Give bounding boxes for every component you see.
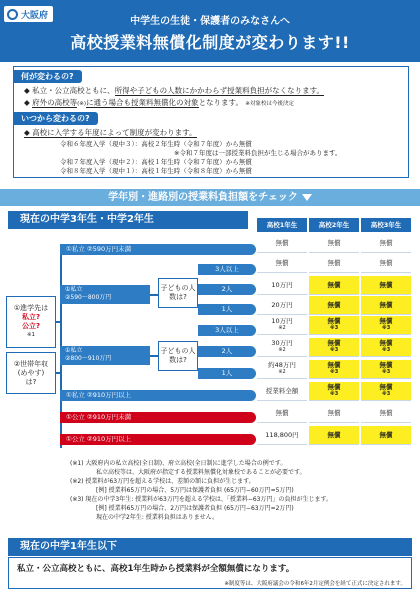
table-cell-year2 bbox=[309, 316, 359, 335]
table-cell-year1 bbox=[257, 338, 307, 357]
table-cell-year2 bbox=[309, 276, 359, 295]
info-line-2 bbox=[24, 98, 294, 109]
cell-value: 無償 bbox=[327, 361, 341, 369]
cell-value: 無償 bbox=[379, 361, 393, 369]
cell-note: ※3 bbox=[381, 391, 391, 397]
col-header-year1: 高校1年生 bbox=[257, 218, 307, 232]
cell-value: 約48万円 bbox=[268, 361, 296, 369]
col-header-year2: 高校2年生 bbox=[309, 218, 359, 232]
cell-note: ※2 bbox=[278, 347, 286, 353]
what-changes-label: 何が変わるの? bbox=[13, 70, 82, 83]
route-private-590-800 bbox=[60, 285, 150, 304]
table-cell-year3 bbox=[361, 276, 411, 295]
info-line-3-text: ◆ 高校に入学する年度によって制度が変わります。 bbox=[24, 128, 197, 137]
branch-line-q1 bbox=[56, 321, 61, 323]
note-1b: 私立高校等は、大阪府が指定する授業料無償化対象校であることが必要です。 bbox=[96, 469, 306, 476]
cell-note: ※3 bbox=[381, 369, 391, 375]
arrow-down-icon bbox=[302, 194, 312, 201]
cell-note: ※2 bbox=[278, 369, 286, 375]
section2-note: ※制度等は、大阪府議会の令和6年2月定例会を経て正式に決定されます。 bbox=[224, 581, 406, 587]
cell-value: 無償 bbox=[327, 383, 341, 391]
col-header-year3: 高校3年生 bbox=[361, 218, 411, 232]
route-private-under590: ①私立 ②590万円未満 bbox=[60, 244, 256, 255]
table-row bbox=[257, 338, 411, 358]
table-cell-year2 bbox=[309, 254, 359, 273]
table-cell-year3 bbox=[361, 296, 411, 315]
section2-box bbox=[8, 557, 412, 589]
cell-note: ※3 bbox=[329, 369, 339, 375]
table-cell-year3 bbox=[361, 360, 411, 379]
cell-value: 無償 bbox=[379, 430, 393, 439]
children-2-b: 2人 bbox=[198, 346, 256, 357]
when-changes-label: いつから変わるの? bbox=[13, 112, 98, 125]
info-line-2-tail: となります。 bbox=[198, 98, 243, 107]
table-cell-year2 bbox=[309, 338, 359, 357]
section2-title: 現在の中学1年生以下 bbox=[8, 538, 412, 556]
cell-value: 無償 bbox=[327, 238, 341, 247]
cell-value: 無償 bbox=[275, 258, 289, 267]
table-cell-year2 bbox=[309, 360, 359, 379]
info-line-1-emphasis: 所得や子どもの人数にかかわらず授業料負担がなくなります。 bbox=[114, 86, 325, 95]
branch-line-q2 bbox=[56, 372, 61, 374]
q-school-note: ※1 bbox=[26, 332, 36, 338]
table-cell-year3 bbox=[361, 426, 411, 445]
cell-value: 無償 bbox=[379, 383, 393, 391]
cell-note: ※3 bbox=[381, 325, 391, 331]
table-cell-year1 bbox=[257, 234, 307, 253]
q-income-line1: ②世帯年収 bbox=[13, 359, 49, 368]
cell-value: 30万円 bbox=[271, 339, 293, 347]
cell-value: 無償 bbox=[275, 238, 289, 247]
q-school-line2: 私立? bbox=[21, 313, 41, 321]
route-590-800-b: ②590〜800万円 bbox=[65, 294, 112, 301]
table-cell-year3 bbox=[361, 404, 411, 423]
route-800-910-b: ②800〜910万円 bbox=[65, 355, 112, 362]
section1-title: 現在の中学3年生・中学2年生 bbox=[8, 211, 248, 229]
notes bbox=[70, 459, 332, 522]
q-school-line3: 公立? bbox=[21, 322, 41, 330]
table-cell-year2 bbox=[309, 296, 359, 315]
route-590-800-a: ①私立 bbox=[65, 286, 83, 293]
section2-main: 私立・公立高校ともに、高校1年生時から授業料が全額無償になります。 bbox=[17, 564, 295, 574]
info-line-1 bbox=[24, 86, 324, 96]
note-3b: [例] 授業料65万円の場合、2万円は保護者負担 (65万円−63万円=2万円) bbox=[96, 505, 294, 512]
cell-value: 無償 bbox=[327, 408, 341, 417]
cell-note: ※3 bbox=[329, 391, 339, 397]
q-income-line3: は? bbox=[25, 377, 37, 386]
info-line-1-text: ◆ 私立・公立高校ともに、 bbox=[24, 86, 115, 95]
table-cell-year3 bbox=[361, 338, 411, 357]
table-cell-year2 bbox=[309, 426, 359, 445]
table-cell-year3 bbox=[361, 234, 411, 253]
cell-value: 無償 bbox=[379, 339, 393, 347]
route-800-910-a: ①私立 bbox=[65, 347, 83, 354]
question-school-type bbox=[6, 296, 56, 348]
schedule-3: 令和８年度入学（現中１）：高校１年生時（令和８年度）から無償 bbox=[60, 167, 252, 175]
info-line-2-note: ※対象校は今後決定 bbox=[245, 101, 294, 107]
cell-value: 無償 bbox=[327, 280, 341, 289]
table-cell-year3 bbox=[361, 382, 411, 401]
note-1a: (※1) 大阪府内の私立高校(全日制)、府立高校(全日制)に進学した場合の例です。 bbox=[70, 460, 287, 467]
table-row bbox=[257, 404, 411, 424]
cell-note: ※3 bbox=[329, 325, 339, 331]
table-cell-year1 bbox=[257, 296, 307, 315]
route-private-over910: ①私立 ②910万円以上 bbox=[60, 390, 256, 401]
table-cell-year1 bbox=[257, 316, 307, 335]
cell-value: 10万円 bbox=[271, 280, 293, 289]
cell-value: 無償 bbox=[379, 238, 393, 247]
cell-value: 無償 bbox=[327, 300, 341, 309]
note-3c: 現在の中学2年生: 授業料負担はありません。 bbox=[96, 514, 219, 521]
cell-value: 授業料全額 bbox=[265, 386, 299, 395]
route-public-under910: ①公立 ②910万円未満 bbox=[60, 412, 256, 423]
cell-value: 無償 bbox=[327, 339, 341, 347]
children-2-a: 2人 bbox=[198, 284, 256, 295]
table-cell-year1 bbox=[257, 276, 307, 295]
info-line-2-ref: (※) bbox=[77, 101, 87, 107]
info-line-2-emphasis-b: に通う場合も授業料無償化の対象 bbox=[86, 98, 199, 107]
cell-value: 20万円 bbox=[271, 300, 293, 309]
table-row bbox=[257, 276, 411, 296]
schedule-2: 令和７年度入学（現中２）：高校１年生時（令和７年度）から無償 bbox=[60, 158, 252, 166]
schedule-1: 令和６年度入学（現中３）：高校２年生時（令和７年度）から無償 bbox=[60, 140, 252, 148]
check-banner bbox=[0, 189, 420, 206]
table-cell-year1 bbox=[257, 382, 307, 401]
children-3plus-a: 3人以上 bbox=[198, 264, 256, 275]
table-row bbox=[257, 316, 411, 336]
info-line-3 bbox=[24, 128, 197, 138]
question-children-b: 子どもの人数は? bbox=[158, 341, 198, 371]
note-2a: (※2) 授業料が63万円を超える学校は、差額の額に負担が生じます。 bbox=[70, 478, 255, 485]
page-title: 高校授業料無償化制度が変わります!! bbox=[70, 33, 350, 52]
info-line-2-emphasis-a: 府外の高校等 bbox=[32, 98, 78, 107]
page-subtitle: 中学生の生徒・保護者のみなさんへ bbox=[130, 16, 290, 27]
cell-note: ※3 bbox=[329, 347, 339, 353]
q-income-line2: (めやす) bbox=[17, 368, 45, 377]
table-cell-year3 bbox=[361, 254, 411, 273]
cell-value: 無償 bbox=[275, 408, 289, 417]
cell-note: ※3 bbox=[381, 347, 391, 353]
question-income bbox=[6, 352, 56, 394]
cell-value: 無償 bbox=[327, 430, 341, 439]
connector-children-a bbox=[150, 294, 158, 296]
table-cell-year1 bbox=[257, 360, 307, 379]
children-3plus-b: 3人以上 bbox=[198, 325, 256, 336]
table-cell-year2 bbox=[309, 404, 359, 423]
info-box bbox=[13, 66, 409, 178]
cell-value: 無償 bbox=[327, 258, 341, 267]
cell-note: ※2 bbox=[278, 325, 286, 331]
q-school-line1: ①進学先は bbox=[13, 304, 49, 312]
table-row bbox=[257, 360, 411, 380]
connector-children-b bbox=[150, 355, 158, 357]
table-row bbox=[257, 426, 411, 446]
table-cell-year2 bbox=[309, 234, 359, 253]
question-children-a: 子どもの人数は? bbox=[158, 278, 198, 308]
cell-value: 無償 bbox=[379, 300, 393, 309]
route-public-over910: ①公立 ②910万円以上 bbox=[60, 434, 256, 445]
note-2b: [例] 授業料65万円の場合、5万円は保護者負担 (65万円−60万円=5万円) bbox=[96, 487, 294, 494]
cell-value: 無償 bbox=[379, 258, 393, 267]
table-cell-year2 bbox=[309, 382, 359, 401]
table-cell-year1 bbox=[257, 426, 307, 445]
table-row bbox=[257, 296, 411, 316]
cell-value: 118,800円 bbox=[265, 430, 299, 439]
cell-value: 無償 bbox=[379, 280, 393, 289]
children-1-a: 1人 bbox=[198, 304, 256, 315]
cell-value: 10万円 bbox=[271, 317, 293, 325]
cell-value: 無償 bbox=[379, 317, 393, 325]
children-1-b: 1人 bbox=[198, 368, 256, 379]
table-cell-year1 bbox=[257, 404, 307, 423]
logo-text: 大阪府 bbox=[21, 10, 49, 21]
table-row bbox=[257, 234, 411, 254]
cell-value: 無償 bbox=[327, 317, 341, 325]
table-row bbox=[257, 254, 411, 274]
table-cell-year3 bbox=[361, 316, 411, 335]
table-row bbox=[257, 382, 411, 402]
check-banner-text: 学年別・進路別の授業料負担額をチェック bbox=[108, 192, 298, 203]
route-private-800-910 bbox=[60, 346, 150, 365]
table-cell-year1 bbox=[257, 254, 307, 273]
note-3a: (※3) 現在の中学3年生: 授業料が63万円を超える学校は、「授業料−63万円」の負担が生じます。 bbox=[70, 496, 332, 503]
info-line-2-bullet: ◆ bbox=[24, 98, 33, 107]
cell-value: 無償 bbox=[379, 408, 393, 417]
schedule-1-note: ※令和７年度は一部授業料負担が生じる場合があります。 bbox=[174, 149, 342, 157]
